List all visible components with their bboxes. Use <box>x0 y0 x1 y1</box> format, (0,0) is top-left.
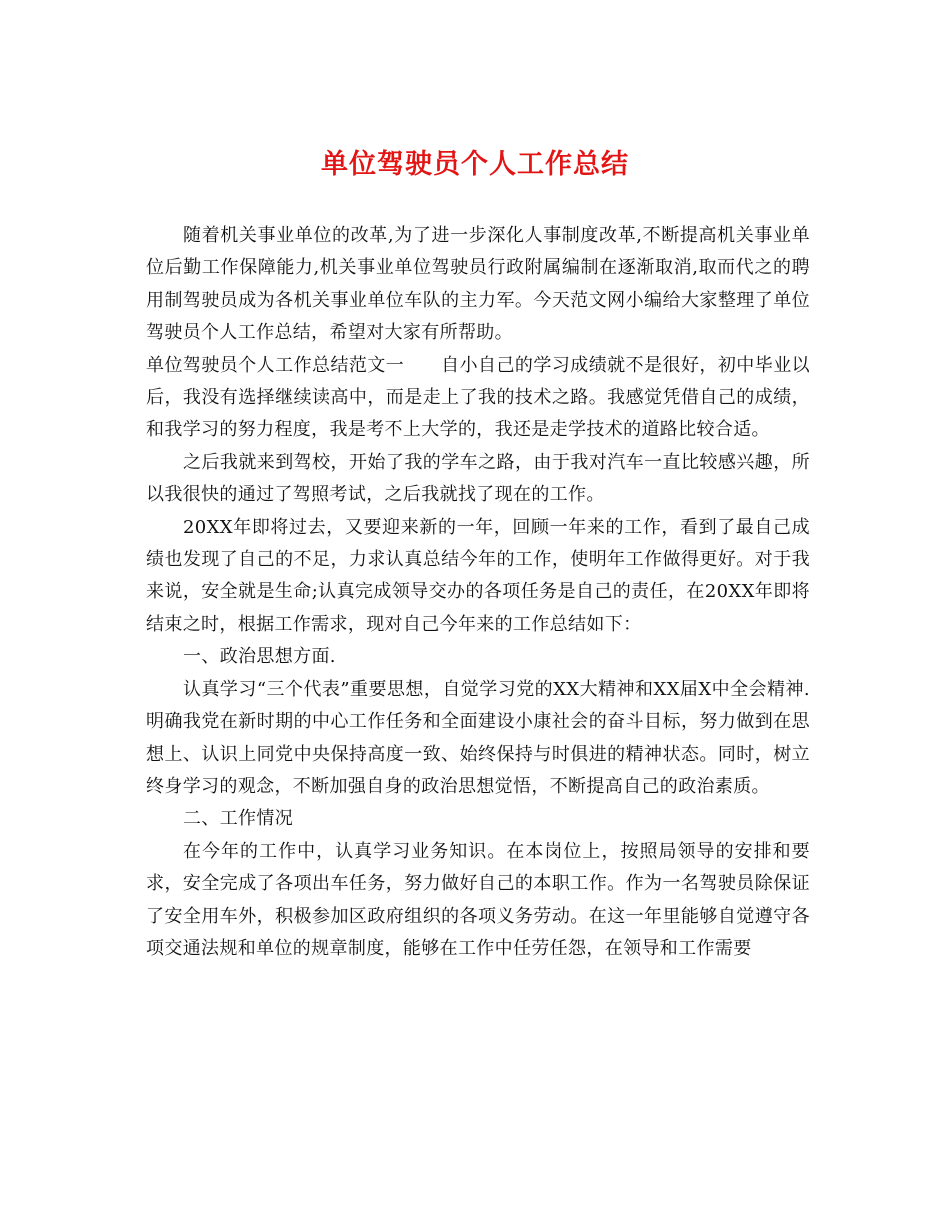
paragraph-intro: 随着机关事业单位的改革,为了进一步深化人事制度改革,不断提高机关事业单位后勤工作保障能力,机关事业单位驾驶员行政附属编制在逐渐取消,取而代之的聘用制驾驶员成为各机关事业单位车队的主力军。今天范文网小编给大家整理了单位驾驶员个人工作总结，希望对大家有所帮助。 <box>146 225 810 344</box>
paragraph-year-review: 20XX年即将过去，又要迎来新的一年，回顾一年来的工作，看到了最自己成绩也发现了自己的不足，力求认真总结今年的工作，使明年工作做得更好。对于我来说，安全就是生命;认真完成领导交办的各项任务是自己的责任，在20XX年即将结束之时，根据工作需求，现对自己今年来的工作总结如下： <box>146 516 810 635</box>
document-title: 单位驾驶员个人工作总结 <box>321 149 629 180</box>
section-heading-work: 二、工作情况 <box>183 808 294 830</box>
section-heading-politics: 一、政治思想方面. <box>183 646 336 668</box>
paragraph-work: 在今年的工作中，认真学习业务知识。在本岗位上，按照局领导的安排和要求，安全完成了各项出车任务，努力做好自己的本职工作。作为一名驾驶员除保证了安全用车外，积极参加区政府组织的各项义务劳动。在这一年里能够自觉遵守各项交通法规和单位的规章制度，能够在工作中任劳任怨，在领导和工作需要 <box>146 840 810 959</box>
paragraph-sample-one: 单位驾驶员个人工作总结范文一 自小自己的学习成绩就不是很好，初中毕业以后，我没有选择继续读高中，而是走上了我的技术之路。我感觉凭借自己的成绩，和我学习的努力程度，我是考不上大学的，我还是走学技术的道路比较合适。 <box>146 354 810 441</box>
document-body <box>146 220 810 965</box>
paragraph-driving-school: 之后我就来到驾校，开始了我的学车之路，由于我对汽车一直比较感兴趣，所以我很快的通过了驾照考试，之后我就找了现在的工作。 <box>146 451 810 506</box>
paragraph-politics: 认真学习“三个代表”重要思想，自觉学习党的XX大精神和XX届X中全会精神.明确我党在新时期的中心工作任务和全面建设小康社会的奋斗目标，努力做到在思想上、认识上同党中央保持高度一致、始终保持与时俱进的精神状态。同时，树立终身学习的观念，不断加强自身的政治思想觉悟，不断提高自己的政治素质。 <box>146 678 810 797</box>
